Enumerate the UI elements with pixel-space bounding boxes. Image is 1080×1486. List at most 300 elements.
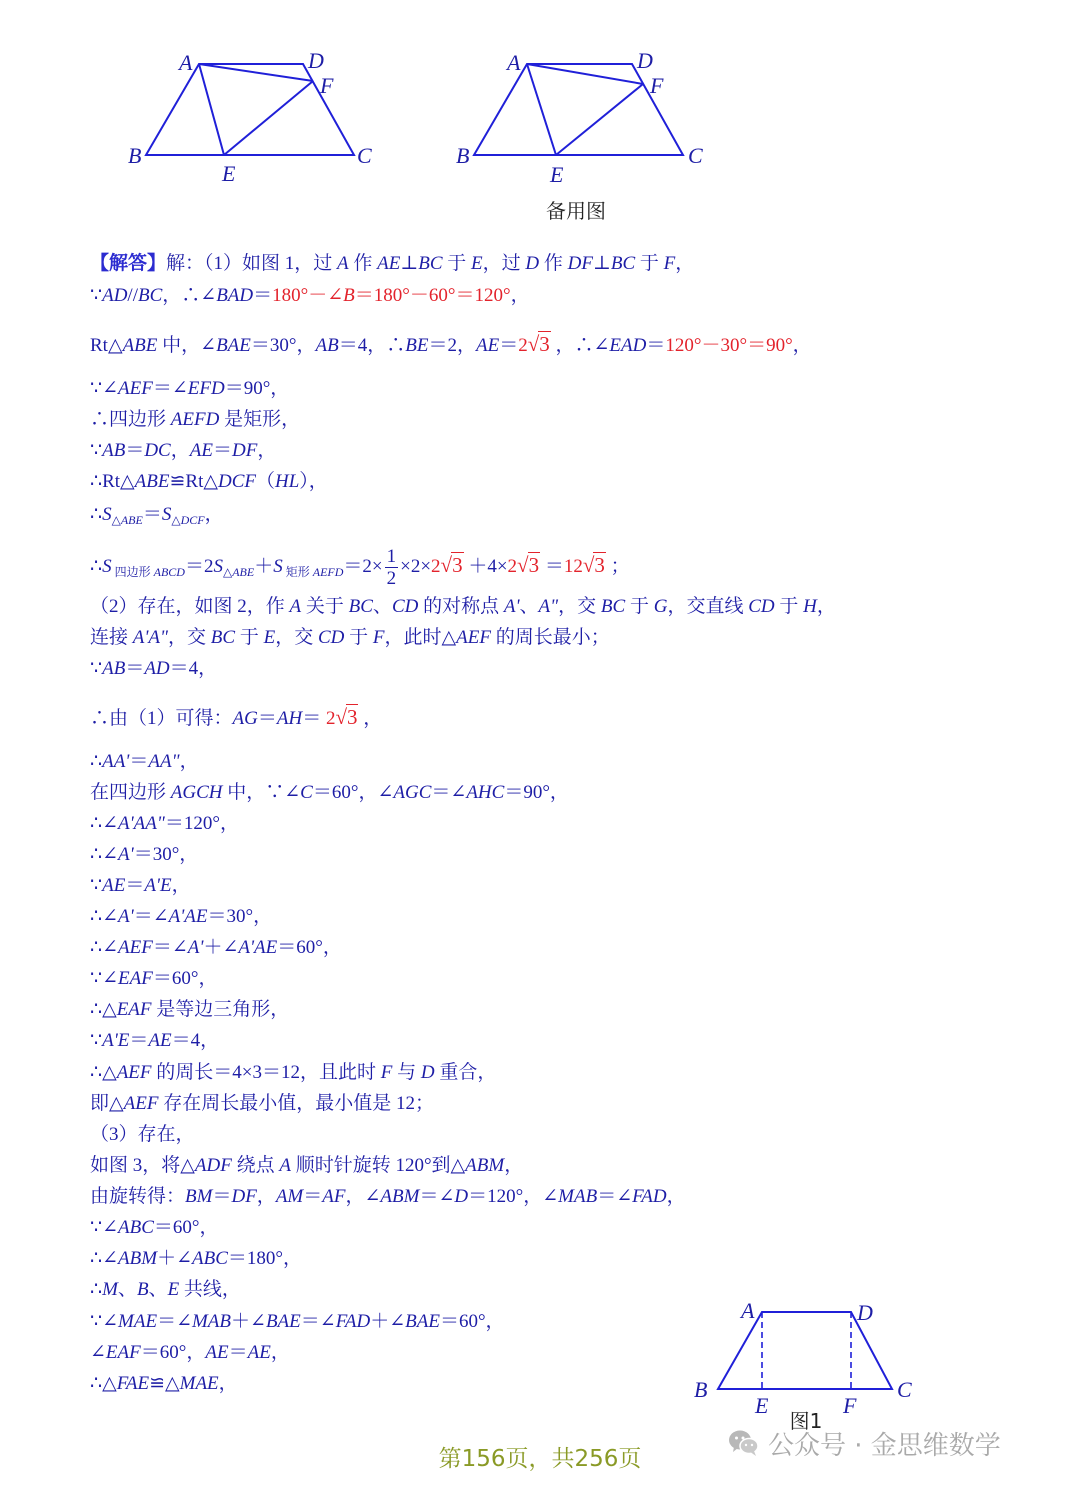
math-variable: AEF [118,378,153,399]
plain-text: 的周长＝4×3＝12，且此时 [151,1062,381,1083]
solution-line [90,873,191,899]
figure-backup [456,48,703,223]
plain-text: 共线， [179,1279,241,1300]
plain-text: ∵ [90,1030,103,1051]
math-variable: G [653,596,668,617]
plain-text: 中，∠ [157,335,217,356]
plain-text: ∴ [90,1279,103,1300]
math-variable: A'E [102,1030,130,1051]
solution-line [90,1060,496,1086]
plain-text: ＝ [257,708,277,729]
highlight-text: ＝180°－60°＝120° [354,285,511,306]
math-variable: A' [118,844,134,865]
math-variable: M [102,1279,118,1300]
plain-text: 于 [442,253,472,274]
math-variable: MAE [118,1311,158,1332]
radical-sign: √ [517,552,529,577]
math-variable: BM [185,1186,213,1207]
math-variable: AB [102,440,126,461]
wechat-icon [728,1428,760,1458]
math-variable: CD [391,596,419,617]
solution-line [90,502,224,528]
math-variable: ABM [380,1186,420,1207]
plain-text: ∴∠ [90,844,119,865]
label-a: A [507,50,521,75]
math-variable: H [803,596,817,617]
plain-text: ， [204,504,224,525]
plain-text: 绕点 [231,1155,280,1176]
plain-text: ， [179,751,199,772]
solution-line [90,811,239,837]
plain-text: ∵∠ [90,378,119,399]
plain-text: ，交 [558,596,601,617]
figure-caption: 图1 [789,1409,823,1433]
math-variable: F [380,1062,393,1083]
label-b: B [694,1377,708,1402]
plain-text: ， [358,708,383,729]
plain-text: ＝90°， [224,378,290,399]
plain-text: ∴ [90,751,103,772]
segment-ae [527,64,556,155]
plain-text: 在四边形 [90,782,171,803]
math-variable: AM [275,1186,304,1207]
subscript-variable: AEFD [312,564,344,579]
plain-text: ＝60°， [153,1217,219,1238]
segment-af [527,64,643,84]
math-variable: AGC [393,782,432,803]
solution-line [90,331,812,357]
square-root [335,705,358,729]
plain-text: ＝30°， [207,906,273,927]
plain-text: ∵ [90,658,103,679]
plain-text: ＝ [212,440,232,461]
plain-text: 是矩形， [219,409,301,430]
plain-text: ， [171,875,191,896]
plain-text: Rt△ [90,335,123,356]
math-variable: AEFD [170,409,220,430]
plain-text: ＋∠ [231,1311,266,1332]
plain-text: ∴∠ [90,906,119,927]
label-f: F [320,73,334,98]
math-variable: MAB [191,1311,232,1332]
solution-line [90,625,610,651]
math-variable: BC [610,253,636,274]
highlight-text: 2 [518,335,528,356]
plain-text: 、 [519,596,539,617]
square-root [517,553,540,577]
subscript-variable: ABCD [153,564,185,579]
radicand: 3 [346,705,358,729]
watermark [728,1426,1001,1460]
math-variable: S [102,555,112,577]
math-variable: C [300,782,313,803]
math-variable: DCF [217,471,256,492]
plain-text: // [127,285,138,306]
plain-text: ＝∠ [419,1186,455,1207]
highlight-text: 2 [325,708,336,729]
solution-line [90,1277,241,1303]
plain-text: ∵ [90,875,103,896]
plain-text: ＋∠ [203,937,239,958]
plain-text: 、 [148,1279,168,1300]
plain-text: 的周长最小； [490,627,610,648]
plain-text: ＝4，∴ [338,335,406,356]
watermark-text: 公众号 · 金思维数学 [768,1430,1001,1461]
math-variable: AA" [148,751,180,772]
plain-text: ∴∠ [90,813,119,834]
math-variable: S [213,555,223,577]
solution-line [90,438,276,464]
solution-line [90,656,217,682]
subscript-variable: ABE [232,564,255,579]
plain-text: 中，∵∠ [222,782,301,803]
plain-text: 的对称点 [418,596,504,617]
plain-text: ＝ [129,751,149,772]
math-variable: A' [503,596,520,617]
plain-text: ＝ [499,335,519,356]
plain-text: ，交 [168,627,211,648]
plain-text: ×2× [400,555,432,577]
math-variable: AEF [456,627,491,648]
plain-text: ≌△ [149,1373,180,1394]
math-variable: BAD [216,285,254,306]
label-e: E [222,161,236,186]
plain-text: ， [170,440,190,461]
math-variable: AG [232,708,258,729]
subscript-variable: ABE [120,513,143,527]
plain-text: ＝∠ [597,1186,633,1207]
highlight-text: 2 [507,555,518,577]
math-variable: A'E [144,875,172,896]
plain-text: ，∴∠ [162,285,217,306]
page-number: 第156页，共256页 [438,1446,642,1472]
math-variable: MAE [179,1373,219,1394]
plain-text: 、 [372,596,392,617]
math-variable: DF [231,440,258,461]
plain-text: ＝ [125,658,145,679]
math-variable: AEF [118,937,153,958]
plain-text: ＝ [540,555,564,577]
label-d: D [857,1300,873,1325]
plain-text: ＝ [125,440,145,461]
solution-line [90,546,630,589]
solution-line [90,1091,434,1117]
plain-text: ∴△ [90,1373,117,1394]
math-variable: CD [317,627,345,648]
math-variable: AB [315,335,339,356]
label-c: C [357,143,372,168]
plain-text: ＝ [228,1342,248,1363]
label-c: C [897,1377,912,1402]
math-variable: MAB [558,1186,598,1207]
plain-text: ∴△ [90,1062,117,1083]
solution-line [90,997,289,1023]
math-variable: AE [475,335,500,356]
plain-text: ∵ [90,285,103,306]
subscript-text: △ [111,513,121,527]
radicand: 3 [594,552,605,577]
square-root [441,553,464,577]
plain-text: ＝60°， [152,968,218,989]
plain-text: ， [270,1342,290,1363]
plain-text: ＝2× [343,555,383,577]
subscript-variable: DCF [180,513,205,527]
math-variable: B [136,1279,149,1300]
plain-text: （3）存在， [90,1124,195,1145]
subscript-text: 矩形 [282,564,313,579]
math-variable: BE [405,335,429,356]
math-variable: EAF [105,1342,141,1363]
solution-line [90,469,328,495]
solution-line [90,251,694,277]
math-variable: E [263,627,276,648]
math-variable: EAF [116,999,152,1020]
math-variable: BC [600,596,626,617]
plain-text: ， [675,253,695,274]
math-variable: A [337,253,349,274]
label-f: F [843,1393,857,1418]
fraction [385,546,399,589]
fraction-numerator: 1 [386,546,397,567]
plain-text: ＝4， [171,1030,220,1051]
plain-text: ＝ [303,1186,323,1207]
math-variable: A'AA" [118,813,165,834]
plain-text: ＝∠ [152,937,188,958]
math-variable: S [102,504,112,525]
plain-text: ，过 [482,253,526,274]
solution-line [90,904,272,930]
solution-line [90,749,199,775]
plain-text: ＝60°，∠ [312,782,394,803]
plain-text: ＝ [129,1030,149,1051]
plain-text: ∴∠ [90,1248,119,1269]
plain-text: ＝ [302,708,326,729]
math-variable: AE [377,253,401,274]
math-variable: F [663,253,676,274]
plain-text: ， [257,440,277,461]
plain-text: ， [666,1186,686,1207]
radicand: 3 [452,552,463,577]
math-variable: D [420,1062,435,1083]
figure-1 [694,1298,912,1433]
math-variable: AGCH [170,782,223,803]
math-variable: EAF [118,968,153,989]
plain-text: 即△ [90,1093,124,1114]
plain-text: 由旋转得： [90,1186,186,1207]
plain-text: ⊥ [593,253,611,274]
answer-heading: 【解答】 [90,253,167,274]
math-variable: A' [118,906,134,927]
math-variable: BC [137,285,163,306]
plain-text: ∴ [90,555,103,577]
plain-text: 于 [344,627,373,648]
plain-text: ， [510,285,530,306]
plain-text: ，∠ [345,1186,381,1207]
subscript-text: △ [171,513,181,527]
math-variable: HL [274,471,300,492]
plain-text: ＝60°， [277,937,342,958]
math-variable: BAE [405,1311,440,1332]
figure-main [128,48,372,186]
plain-text: ，交 [275,627,318,648]
plain-text: 、 [117,1279,137,1300]
plain-text: 解：（1）如图 1，过 [166,253,338,274]
plain-text: 与 [392,1062,421,1083]
plain-text: （ [255,471,275,492]
plain-text: ∴ [90,504,103,525]
plain-text: 重合， [434,1062,497,1083]
solution-line [90,1122,195,1148]
label-f: F [650,73,664,98]
math-variable: ABC [118,1217,154,1238]
plain-text: ＝∠ [152,378,188,399]
plain-text: ∴∠ [90,937,119,958]
math-variable: S [161,504,172,525]
plain-text: ＋∠ [157,1248,192,1269]
square-root [528,332,551,356]
math-variable: A'AE [238,937,278,958]
highlight-text: 120°－30°＝90° [665,335,793,356]
math-variable: FAD [335,1311,371,1332]
math-variable: DC [144,440,171,461]
plain-text: ）， [299,471,328,492]
plain-text: ≌Rt△ [169,471,218,492]
math-variable: ABM [118,1248,158,1269]
plain-text: ＝180°， [227,1248,302,1269]
solution-line [90,1246,302,1272]
plain-text: ＝30°， [250,335,316,356]
solution-line [90,1028,219,1054]
label-d: D [308,48,324,73]
figure-caption: 备用图 [546,199,606,223]
plain-text: ＝2 [184,555,214,577]
plain-text: ＝ [646,335,666,356]
math-variable: AA' [102,751,130,772]
math-variable: AE [247,1342,271,1363]
math-variable: D [525,253,540,274]
plain-text: ，此时△ [384,627,457,648]
solution-line [90,1371,238,1397]
plain-text: ， [218,1373,238,1394]
plain-text: 如图 3，将△ [90,1155,195,1176]
math-variable: AF [322,1186,346,1207]
math-variable: ABC [191,1248,228,1269]
plain-text: ∴△ [90,999,117,1020]
plain-text: ∴由（1）可得： [90,708,233,729]
math-variable: FAD [632,1186,667,1207]
label-e: E [755,1393,769,1418]
plain-text: ∴Rt△ [90,471,135,492]
math-variable: A [279,1155,291,1176]
math-variable: ADF [194,1155,232,1176]
math-variable: EAD [609,335,647,356]
math-variable: AE [148,1030,172,1051]
square-root [583,553,606,577]
plain-text: ， [256,1186,276,1207]
math-variable: AE [102,875,126,896]
radicand: 3 [539,332,550,356]
math-variable: BC [348,596,373,617]
plain-text: ， [792,335,812,356]
plain-text: ∵∠ [90,1217,119,1238]
plain-text: ＝∠ [133,906,169,927]
highlight-text: 180°－∠ [272,285,344,306]
plain-text: ； [605,555,630,577]
math-variable: A'AE [168,906,208,927]
math-variable: AEF [116,1062,152,1083]
label-b: B [128,143,142,168]
highlight-variable: B [343,285,355,306]
plain-text: ＝∠ [431,782,467,803]
label-e: E [550,162,564,187]
plain-text: ＝60°， [140,1342,206,1363]
solution-line [90,1340,290,1366]
plain-text: ，∴∠ [550,335,610,356]
plain-text: ＝ [142,504,162,525]
solution-line [90,1215,219,1241]
plain-text: ＋ [254,555,274,577]
plain-text: ＝ [212,1186,232,1207]
label-b: B [456,143,470,168]
solution-line [90,935,342,961]
solution-line [90,283,530,309]
radical-sign: √ [527,332,540,356]
fraction-denominator: 2 [386,568,397,589]
math-variable: BC [210,627,236,648]
radical-sign: √ [440,552,453,577]
plain-text: ∴四边形 [90,409,171,430]
plain-text: 于 [625,596,654,617]
math-variable: E [471,253,483,274]
plain-text: （2）存在，如图 2，作 [90,596,290,617]
math-variable: A'A" [132,627,169,648]
math-variable: DF [231,1186,257,1207]
plain-text: ＋4× [463,555,508,577]
math-variable: AEF [123,1093,159,1114]
highlight-text: 2 [431,555,441,577]
solution-line [90,966,217,992]
math-variable: BAE [265,1311,301,1332]
plain-text: 存在周长最小值，最小值是 12； [158,1093,434,1114]
plain-text: ＝2， [428,335,476,356]
plain-text: ＝120°，∠ [468,1186,559,1207]
math-variable: A" [538,596,559,617]
plain-text: 连接 [90,627,133,648]
solution-line [90,1184,686,1210]
plain-text: ＝90°， [504,782,569,803]
plain-text: ， [504,1155,524,1176]
math-variable: BC [418,253,443,274]
math-variable: ABE [134,471,170,492]
radical-sign: √ [582,552,595,577]
plain-text: ＝ [253,285,273,306]
math-variable: AD [144,658,170,679]
math-variable: A [289,596,302,617]
plain-text: 于 [235,627,264,648]
math-variable: E [167,1279,180,1300]
plain-text: ∵ [90,440,103,461]
plain-text: ＝30°， [133,844,199,865]
math-variable: AD [102,285,128,306]
plain-text: 是等边三角形， [151,999,290,1020]
plain-text: ，交直线 [667,596,749,617]
math-variable: S [273,555,283,577]
solution-line [90,1153,523,1179]
solution-line [90,594,836,620]
label-d: D [637,48,653,73]
math-variable: DF [567,253,593,274]
plain-text: ＝∠ [157,1311,192,1332]
